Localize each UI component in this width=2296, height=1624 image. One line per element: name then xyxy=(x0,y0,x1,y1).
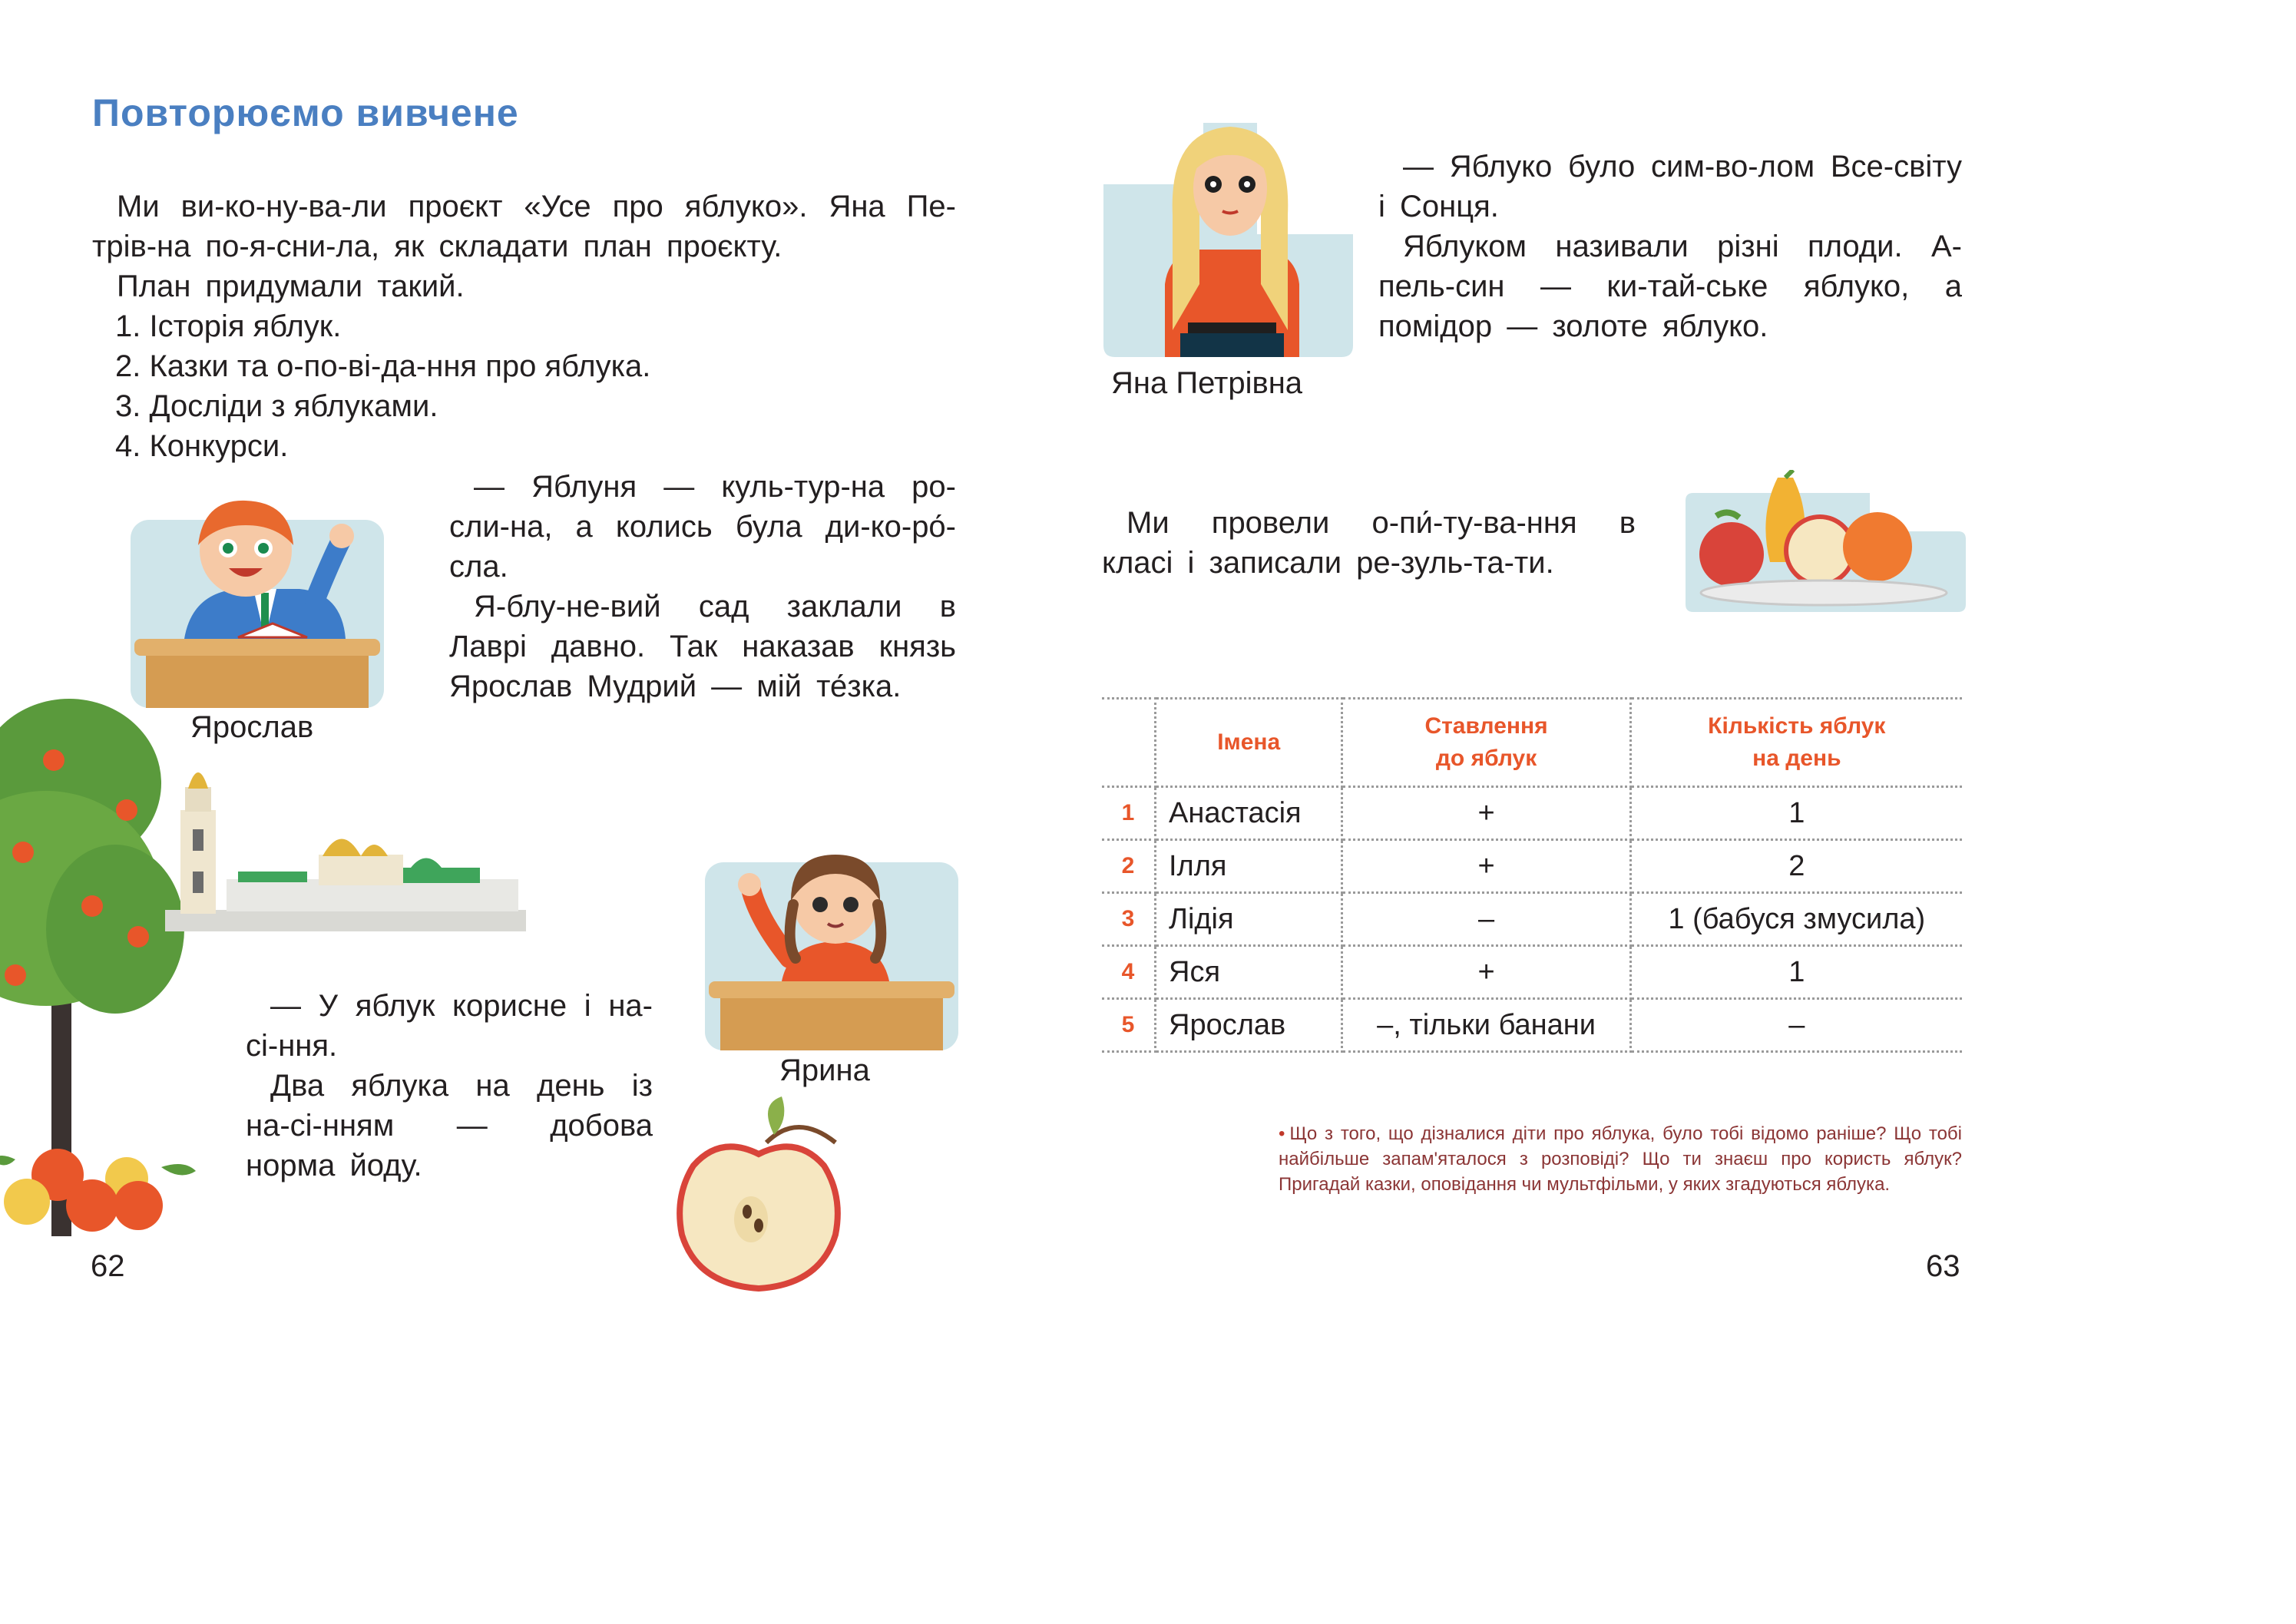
intro-line: План придумали такий. xyxy=(117,270,465,303)
note-text: Що з того, що дізналися діти про яблука, було тобі відомо раніше? Що тобі найбільше запам'яталося з розповіді? Що ти знаєш про користь яблук? Пригадай казки, оповідання чи мультфільми, у яких згадуються яблука. xyxy=(1279,1123,1962,1195)
table-row xyxy=(1102,999,1962,1052)
table-row xyxy=(1102,946,1962,999)
yaroslav-speech xyxy=(449,467,956,706)
project-plan-list xyxy=(115,306,883,466)
yaroslav-illustration xyxy=(131,485,384,716)
survey-results-table xyxy=(1102,697,1962,1053)
page-heading: Повторюємо вивчене xyxy=(92,91,519,134)
intro-line: Ми ви-ко-ну-ва-ли проєкт «Усе про яблуко». Яна Пе-трів-на по-я-сни-ла, як складати план проєкту. xyxy=(92,190,956,263)
plan-item: 3. Досліди з яблуками. xyxy=(115,389,438,423)
row-name: Анастасія xyxy=(1156,787,1342,840)
row-attitude: – xyxy=(1342,893,1630,946)
page-number-right: 63 xyxy=(1926,1249,1960,1283)
survey-intro-line: Ми провели о-пи́-ту-ва-ння в класі і записали ре-зуль-та-ти. xyxy=(1102,506,1636,580)
yaryna-illustration xyxy=(705,828,958,1050)
survey-intro xyxy=(1102,503,1636,583)
row-attitude: + xyxy=(1342,946,1630,999)
col-count-header: Кількість яблук на день xyxy=(1630,699,1962,787)
lavra-illustration xyxy=(165,756,526,933)
row-name: Ярослав xyxy=(1156,999,1342,1052)
yaroslav-name: Ярослав xyxy=(190,710,314,744)
row-number: 1 xyxy=(1102,787,1156,840)
speech-line: Я-блу-не-вий сад заклали в Лаврі давно. Так наказав князь Ярослав Мудрий — мій те́зка. xyxy=(449,590,956,703)
table-row xyxy=(1102,787,1962,840)
apple-half-illustration xyxy=(674,1096,843,1296)
row-attitude: –, тільки банани xyxy=(1342,999,1630,1052)
row-number: 5 xyxy=(1102,999,1156,1052)
col-names-header: Імена xyxy=(1156,699,1342,787)
intro-paragraph xyxy=(92,187,956,306)
plan-item: 1. Історія яблук. xyxy=(115,309,342,343)
page-number-left: 62 xyxy=(91,1249,125,1283)
row-count: 2 xyxy=(1630,840,1962,893)
yaryna-name: Ярина xyxy=(779,1053,870,1087)
fruit-plate-illustration xyxy=(1686,470,1966,612)
row-name: Ілля xyxy=(1156,840,1342,893)
yana-petrivna-name: Яна Петрівна xyxy=(1111,366,1303,400)
plan-item: 4. Конкурси. xyxy=(115,429,289,463)
row-attitude: + xyxy=(1342,840,1630,893)
plan-item: 2. Казки та о-по-ві-да-ння про яблука. xyxy=(115,349,651,383)
row-count: 1 xyxy=(1630,787,1962,840)
col-attitude-header: Ставлення до яблук xyxy=(1342,699,1630,787)
row-number: 4 xyxy=(1102,946,1156,999)
yana-speech xyxy=(1378,147,1962,346)
speech-line: — У яблук корисне і на-сі-ння. xyxy=(246,989,653,1063)
col-number-header xyxy=(1102,699,1156,787)
row-number: 3 xyxy=(1102,893,1156,946)
row-name: Лідія xyxy=(1156,893,1342,946)
table-row xyxy=(1102,893,1962,946)
yana-petrivna-illustration xyxy=(1103,100,1353,357)
speech-line: Яблуком називали різні плоди. А-пель-син — ки-тай-ське яблуко, а помідор — золоте яблуко. xyxy=(1378,230,1962,343)
row-count: 1 (бабуся змусила) xyxy=(1630,893,1962,946)
row-name: Яся xyxy=(1156,946,1342,999)
table-header-row xyxy=(1102,699,1962,787)
speech-line: — Яблуня — куль-тур-на ро-сли-на, а колись була ди-ко-ро́-сла. xyxy=(449,470,956,584)
discussion-questions-note xyxy=(1279,1121,1962,1197)
note-bullet: • xyxy=(1279,1123,1285,1144)
row-number: 2 xyxy=(1102,840,1156,893)
table-row xyxy=(1102,840,1962,893)
row-count: 1 xyxy=(1630,946,1962,999)
row-count: – xyxy=(1630,999,1962,1052)
speech-line: Два яблука на день із на-сі-нням — добова норма йоду. xyxy=(246,1069,653,1182)
speech-line: — Яблуко було сим-во-лом Все-світу і Сонця. xyxy=(1378,150,1962,223)
row-attitude: + xyxy=(1342,787,1630,840)
yaryna-speech xyxy=(246,986,653,1186)
